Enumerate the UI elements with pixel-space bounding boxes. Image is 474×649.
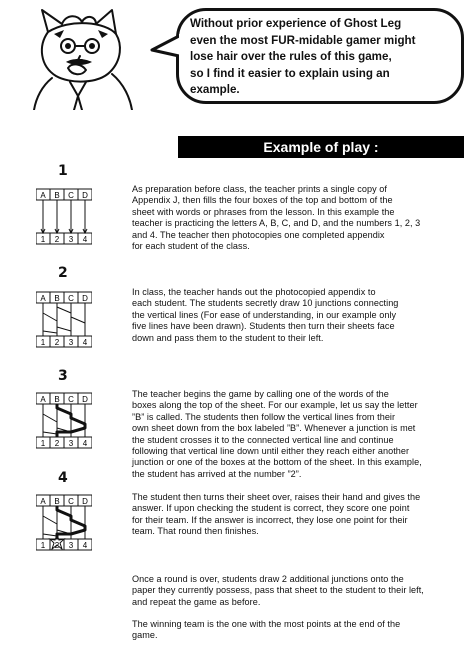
junction-rung bbox=[43, 331, 57, 333]
bottom-label-text: 3 bbox=[68, 235, 74, 244]
bottom-label-text: 4 bbox=[82, 439, 88, 448]
speech-line: so I find it easier to explain using an bbox=[190, 66, 390, 80]
paragraph-line: teacher is practicing the letters A, B, C, and D, and the numbers 1, 2, 3 bbox=[132, 218, 421, 229]
paragraph-line: answer. If upon checking the student is correct, they score one point bbox=[132, 503, 410, 514]
paragraph-line: As preparation before class, the teacher prints a single copy of bbox=[132, 184, 387, 194]
bottom-label-text: 1 bbox=[40, 439, 46, 448]
top-label-text: C bbox=[68, 294, 74, 303]
step-number: 1 bbox=[58, 163, 68, 179]
paragraph-line: five lines have been drawn). Students then turn their sheets face bbox=[132, 321, 395, 332]
step-2-paragraph bbox=[132, 287, 464, 344]
top-label-text: B bbox=[54, 294, 60, 303]
speech-bubble-text bbox=[190, 16, 450, 99]
junction-rung bbox=[43, 534, 57, 536]
closing-paragraph-2 bbox=[132, 619, 464, 642]
cat-mascot-illustration bbox=[12, 6, 152, 110]
ghost-leg-diagram-step-1 bbox=[36, 188, 92, 246]
speech-line: lose hair over the rules of this game, bbox=[190, 50, 392, 63]
ghost-leg-diagram-step-2 bbox=[36, 291, 92, 349]
step-number: 4 bbox=[58, 470, 68, 486]
paragraph-line: game. bbox=[132, 630, 158, 641]
paragraph-line: following that vertical line down until either they reach either another bbox=[132, 446, 410, 457]
top-label-text: B bbox=[54, 395, 60, 404]
junction-rung bbox=[43, 432, 57, 434]
top-label-text: A bbox=[40, 294, 46, 303]
top-label-text: C bbox=[68, 395, 74, 404]
paragraph-line: sheet with words or phrases from the lesson. In this example the bbox=[132, 206, 395, 217]
paragraph-line: Once a round is over, students draw 2 additional junctions onto the bbox=[132, 574, 404, 584]
paragraph-line: ”B” is called. The students then follow the vertical lines from their bbox=[132, 411, 396, 422]
top-label-text: A bbox=[40, 395, 46, 404]
step-1-paragraph bbox=[132, 184, 464, 252]
paragraph-line: The student then turns their sheet over, raises their hand and gives the bbox=[132, 492, 421, 502]
top-label-text: D bbox=[82, 497, 88, 506]
paragraph-line: for their team. If the answer is incorrect, they lose one point for their bbox=[132, 514, 408, 525]
paragraph-line: the student has arrived at the number ”2”. bbox=[132, 468, 302, 479]
paragraph-line: In class, the teacher hands out the photocopied appendix to bbox=[132, 287, 376, 297]
ghost-leg-diagram-step-4 bbox=[36, 494, 92, 552]
paragraph-line: each student. The students secretly draw 10 junctions connecting bbox=[132, 298, 399, 309]
bottom-label-text: 3 bbox=[68, 439, 74, 448]
bottom-label-text: 4 bbox=[82, 235, 88, 244]
top-label-text: D bbox=[82, 395, 88, 404]
bottom-label-text: 2 bbox=[54, 541, 60, 550]
step-number: 2 bbox=[58, 265, 68, 281]
paragraph-line: Appendix J, then fills the four boxes of the top and bottom of the bbox=[132, 195, 393, 206]
junction-rung bbox=[71, 317, 85, 323]
paragraph-line: the student crosses it to the connected vertical line and continue bbox=[132, 434, 394, 445]
bottom-label-text: 2 bbox=[54, 338, 60, 347]
bottom-label-text: 1 bbox=[40, 338, 46, 347]
bottom-label-text: 3 bbox=[68, 541, 74, 550]
junction-rung bbox=[43, 414, 57, 422]
top-label-text: B bbox=[54, 497, 60, 506]
bottom-label-text: 2 bbox=[54, 439, 60, 448]
paragraph-line: the vertical lines (For ease of understanding, in our example only bbox=[132, 309, 397, 320]
top-label-text: D bbox=[82, 294, 88, 303]
paragraph-line: team. That round then finishes. bbox=[132, 526, 259, 537]
paragraph-line: own sheet down from the box labeled ”B”. Whenever a junction is met bbox=[132, 423, 416, 434]
paragraph-line: and 4. The teacher then photocopies one completed appendix bbox=[132, 229, 385, 240]
step-4-paragraph bbox=[132, 492, 464, 538]
bottom-label-text: 3 bbox=[68, 338, 74, 347]
speech-bubble-tail bbox=[150, 30, 190, 70]
top-label-text: B bbox=[54, 191, 60, 200]
step-number: 3 bbox=[58, 368, 68, 384]
paragraph-line: paper they currently possess, pass that sheet to the student to their left, bbox=[132, 585, 424, 596]
top-label-text: C bbox=[68, 191, 74, 200]
junction-rung bbox=[57, 327, 71, 331]
closing-paragraph-1 bbox=[132, 574, 464, 608]
paragraph-line: The teacher begins the game by calling one of the words of the bbox=[132, 389, 389, 399]
bottom-label-text: 2 bbox=[54, 235, 60, 244]
top-label-text: C bbox=[68, 497, 74, 506]
paragraph-line: and repeat the game as before. bbox=[132, 596, 261, 607]
paragraph-line: for each student of the class. bbox=[132, 241, 250, 252]
paragraph-line: junction or one of the boxes at the bottom of the sheet. In this example, bbox=[132, 457, 422, 468]
paragraph-line: down and pass them to the student to their left. bbox=[132, 332, 324, 343]
example-of-play-banner: Example of play : bbox=[178, 136, 464, 158]
junction-rung bbox=[43, 313, 57, 321]
paragraph-line: The winning team is the one with the most points at the end of the bbox=[132, 619, 401, 629]
top-label-text: A bbox=[40, 497, 46, 506]
junction-rung bbox=[43, 516, 57, 524]
bottom-label-text: 1 bbox=[40, 541, 46, 550]
junction-rung bbox=[57, 307, 71, 313]
bottom-label-text: 4 bbox=[82, 338, 88, 347]
speech-line: even the most FUR-midable gamer might bbox=[190, 33, 416, 47]
bottom-label-text: 1 bbox=[40, 235, 46, 244]
speech-line: example. bbox=[190, 83, 240, 96]
step-3-paragraph bbox=[132, 389, 464, 480]
ghost-leg-diagram-step-3 bbox=[36, 392, 92, 450]
top-label-text: D bbox=[82, 191, 88, 200]
bottom-label-text: 4 bbox=[82, 541, 88, 550]
speech-line: Without prior experience of Ghost Leg bbox=[190, 17, 402, 30]
paragraph-line: boxes along the top of the sheet. For our example, let us say the letter bbox=[132, 400, 418, 411]
top-label-text: A bbox=[40, 191, 46, 200]
